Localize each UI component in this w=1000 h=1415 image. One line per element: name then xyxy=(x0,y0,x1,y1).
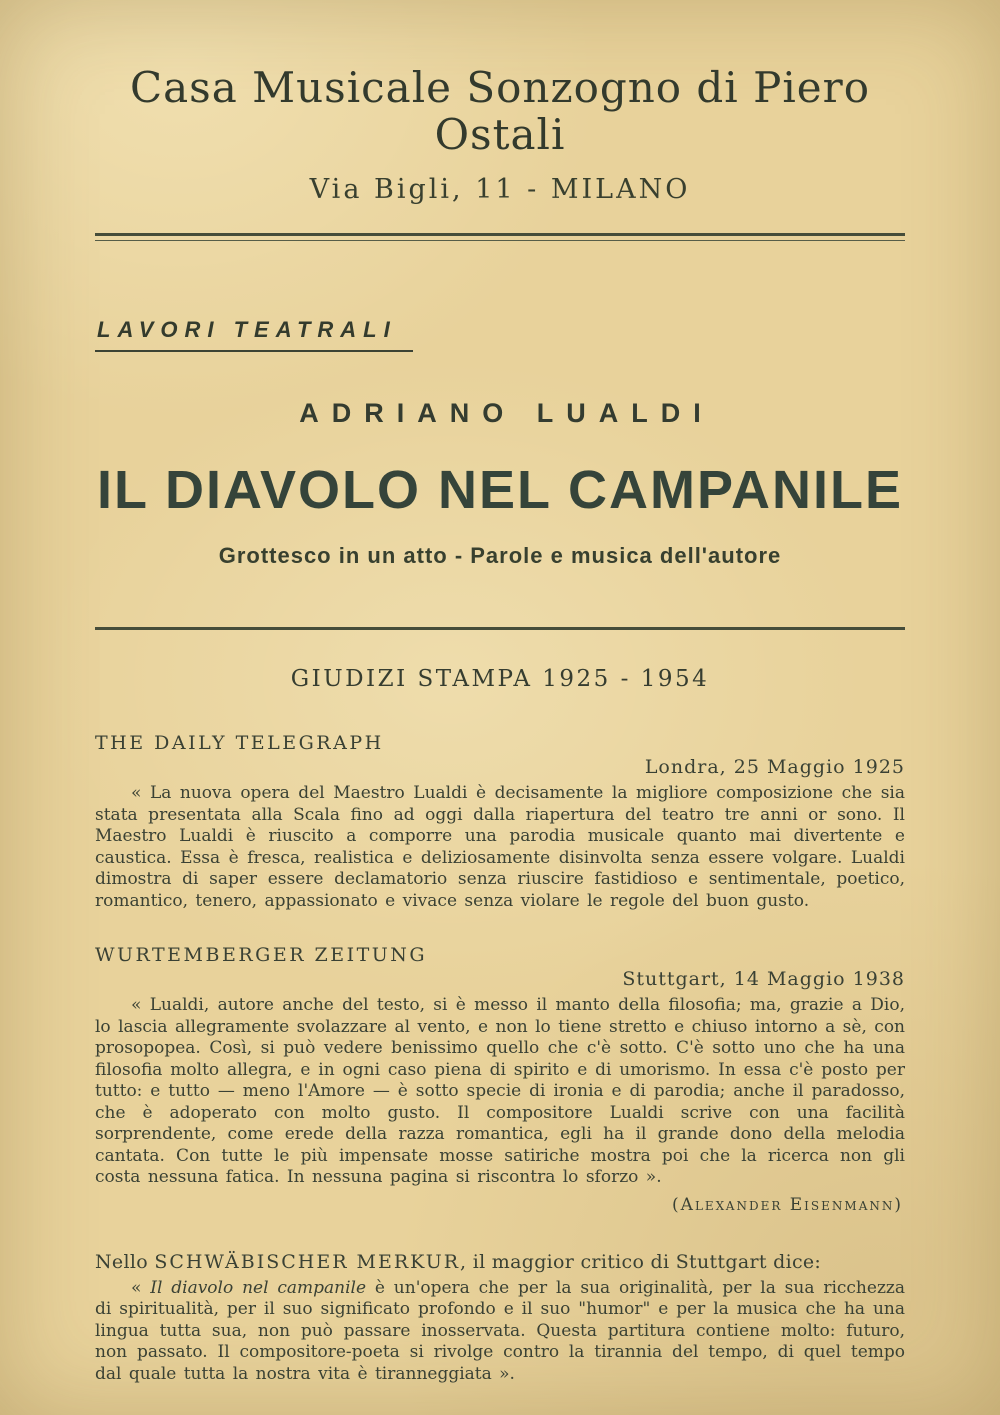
publisher-address: Via Bigli, 11 - MILANO xyxy=(309,174,691,206)
review-dateline: Stuttgart, 14 Maggio 1938 xyxy=(622,968,905,991)
final-review-text: è un'opera che per la sua originalità, per la sua ricchezza di spiritualità, per il suo significato profondo e il suo "humor" e per la musica che ha una lingua tutta sua, non può passare inosservata. Questa partitura contiene molto: futuro, non passato. Il compositore-poeta si rivolge contro la tirannia del tempo, di quel tempo dal quale tutta la nostra vita è tiranneggiata ». xyxy=(95,1277,905,1384)
final-review-body xyxy=(95,1278,905,1386)
quote-open-mark: « xyxy=(131,1277,151,1298)
review-credit: (Alexander Eisenmann) xyxy=(672,1194,903,1215)
review-source-row xyxy=(95,944,905,966)
middle-divider xyxy=(95,627,905,630)
review-body: « La nuova opera del Maestro Lualdi è decisamente la migliore composizione che sia stata presentata alla Scala fino ad oggi dalla riapertura del teatro tre anni or sono. Il Maestro Lualdi è riuscito a comporre una parodia musicale quanto mai divertente e caustica. Essa è fresca, realistica e deliziosamente disinvolta senza essere volgare. Lualdi dimostra di saper essere declamatorio senza riuscire fastidioso e sentimentale, poetico, romantico, tenero, appassionato e vivace senza violare le regole del buon gusto. xyxy=(95,783,905,911)
final-review-intro xyxy=(95,1251,905,1273)
work-title-inline: Il diavolo nel campanile xyxy=(150,1277,367,1298)
section-label-row xyxy=(95,317,905,352)
review-source: THE DAILY TELEGRAPH xyxy=(95,732,384,755)
review-source: WURTEMBERGER ZEITUNG xyxy=(95,944,428,967)
review-source-row xyxy=(95,732,905,754)
final-intro-prefix: Nello xyxy=(95,1250,155,1273)
review-body: « Lualdi, autore anche del testo, si è messo il manto della filosofia; ma, grazie a Dio, lo lascia allegramente svolazzare al vento, e non lo tiene stretto e chiuso intorno a sè, con prosopopea. Così, si può vedere benissimo quello che c'è sotto. C'è sotto uno che ha una filosofia molto allegra, e in ogni caso piena di spirito e di umorismo. In essa c'è posto per tutto: e tutto — meno l'Amore — è sotto specie di ironia e di parodia; anche il paradosso, che è adoperato con molto gusto. Il compositore Lualdi scrive con una facilità sorprendente, come erede della razza romantica, egli ha il grande dono della melodia cantata. Con tutte le più impensate mosse satiriche mostra poi che la ricerca non gli costa nessuna fatica. In nessuna pagina si riscontra lo sforzo ». xyxy=(95,995,905,1188)
review-section-wurtemberger-zeitung xyxy=(95,944,905,1215)
work-title: IL DIAVOLO NEL CAMPANILE xyxy=(96,460,904,521)
section-label: LAVORI TEATRALI xyxy=(95,317,413,352)
review-section-daily-telegraph xyxy=(95,732,905,912)
work-subtitle: Grottesco in un atto - Parole e musica dell'autore xyxy=(218,543,782,569)
final-intro-suffix: , il maggior critico di Stuttgart dice: xyxy=(460,1250,822,1273)
final-intro-source: SCHWÄBISCHER MERKUR xyxy=(154,1250,461,1273)
publisher-name: Casa Musicale Sonzogno di Piero Ostali xyxy=(129,63,871,160)
reviews-heading: GIUDIZI STAMPA 1925 - 1954 xyxy=(290,666,710,693)
top-divider xyxy=(95,233,905,241)
review-dateline: Londra, 25 Maggio 1925 xyxy=(644,756,905,779)
author-name: ADRIANO LUALDI xyxy=(299,398,714,429)
